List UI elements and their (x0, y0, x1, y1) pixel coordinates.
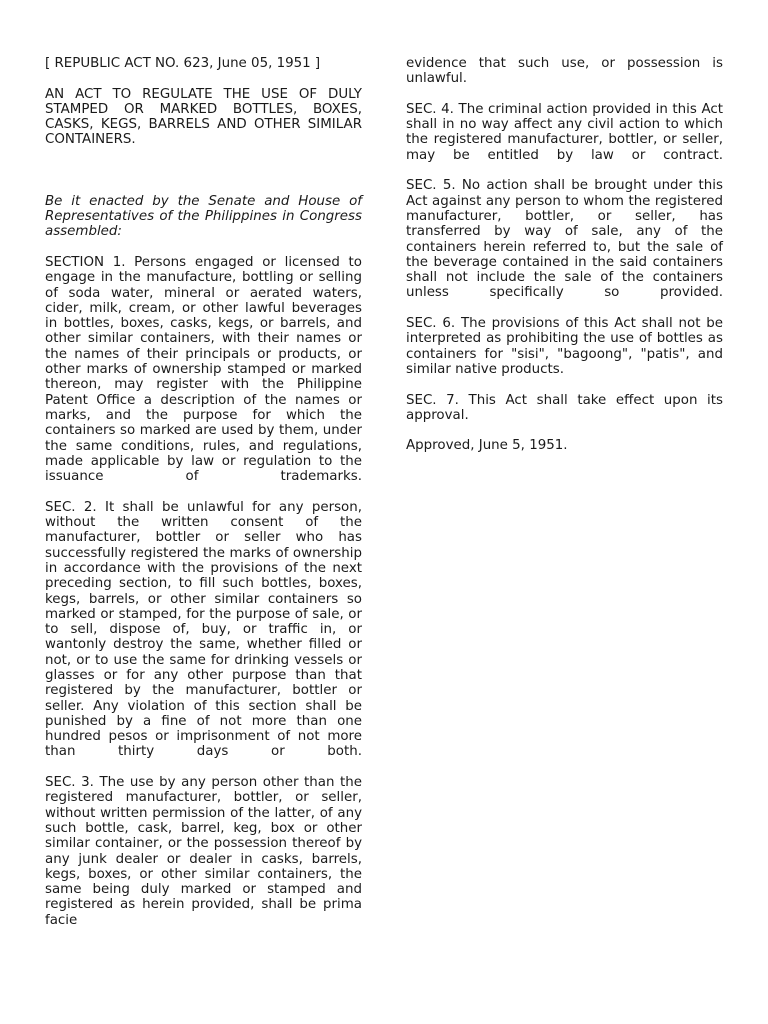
section-6: SEC. 6. The provisions of this Act shall not be interpreted as prohibiting the use of bottles as containers for "sisi", "bagoong", "patis", and similar native products. (406, 316, 723, 377)
act-title: AN ACT TO REGULATE THE USE OF DULY STAMPED OR MARKED BOTTLES, BOXES, CASKS, KEGS, BARRELS AND OTHER SIMILAR CONTAINERS. (45, 86, 362, 148)
section-5: SEC. 5. No action shall be brought under this Act against any person to whom the registered manufacturer, bottler, or seller, has transferred by way of sale, any of the containers herein referred to, but the sale of the beverage contained in the said containers shall not include the sale of the containers unless specifically so provided. (406, 178, 723, 301)
section-2: SEC. 2. It shall be unlawful for any person, without the written consent of the manufacturer, bottler or seller who has successfully registered the marks of ownership in accordance with the provisions of the next preceding section, to fill such bottles, boxes, kegs, barrels, or other similar containers so marked or stamped, for the purpose of sale, or to sell, dispose of, buy, or traffic in, or wantonly destroy the same, whether filled or not, or to use the same for drinking vessels or glasses or for any other purpose than that registered by the manufacturer, bottler or seller. Any violation of this section shall be punished by a fine of not more than one hundred pesos or imprisonment of not more than thirty days or both. (45, 499, 362, 760)
section-3-part-1: SEC. 3. The use by any person other than the registered manufacturer, bottler, or seller, without written permission of the latter, of any such bottle, cask, barrel, keg, box or other similar container, or the possession thereof by any junk dealer or dealer in casks, barrels, kegs, boxes, or other similar containers, the same being duly marked or stamped and registered as herein provided, shall be prima facie (45, 775, 362, 928)
section-3-part-2: evidence that such use, or possession is unlawful. (406, 56, 723, 87)
right-column (406, 56, 723, 454)
section-1: SECTION 1. Persons engaged or licensed to engage in the manufacture, bottling or selling of soda water, mineral or aerated waters, cider, milk, cream, or other lawful beverages in bottles, boxes, casks, kegs, or barrels, and other similar containers, with their names or the names of their principals or products, or other marks of ownership stamped or marked thereon, may register with the Philippine Patent Office a description of the names or marks, and the purpose for which the containers so marked are used by them, under the same conditions, rules, and regulations, made applicable by law or regulation to the issuance of trademarks. (45, 254, 362, 485)
section-4: SEC. 4. The criminal action provided in this Act shall in no way affect any civil action to which the registered manufacturer, bottler, or seller, may be entitled by law or contract. (406, 101, 723, 163)
act-header: [ REPUBLIC ACT NO. 623, June 05, 1951 ] (45, 56, 321, 71)
approval-date: Approved, June 5, 1951. (406, 438, 568, 454)
left-column (45, 56, 362, 928)
enacting-clause: Be it enacted by the Senate and House of Representatives of the Philippines in Congress assembled: (45, 193, 362, 240)
section-7: SEC. 7. This Act shall take effect upon its approval. (406, 392, 723, 423)
